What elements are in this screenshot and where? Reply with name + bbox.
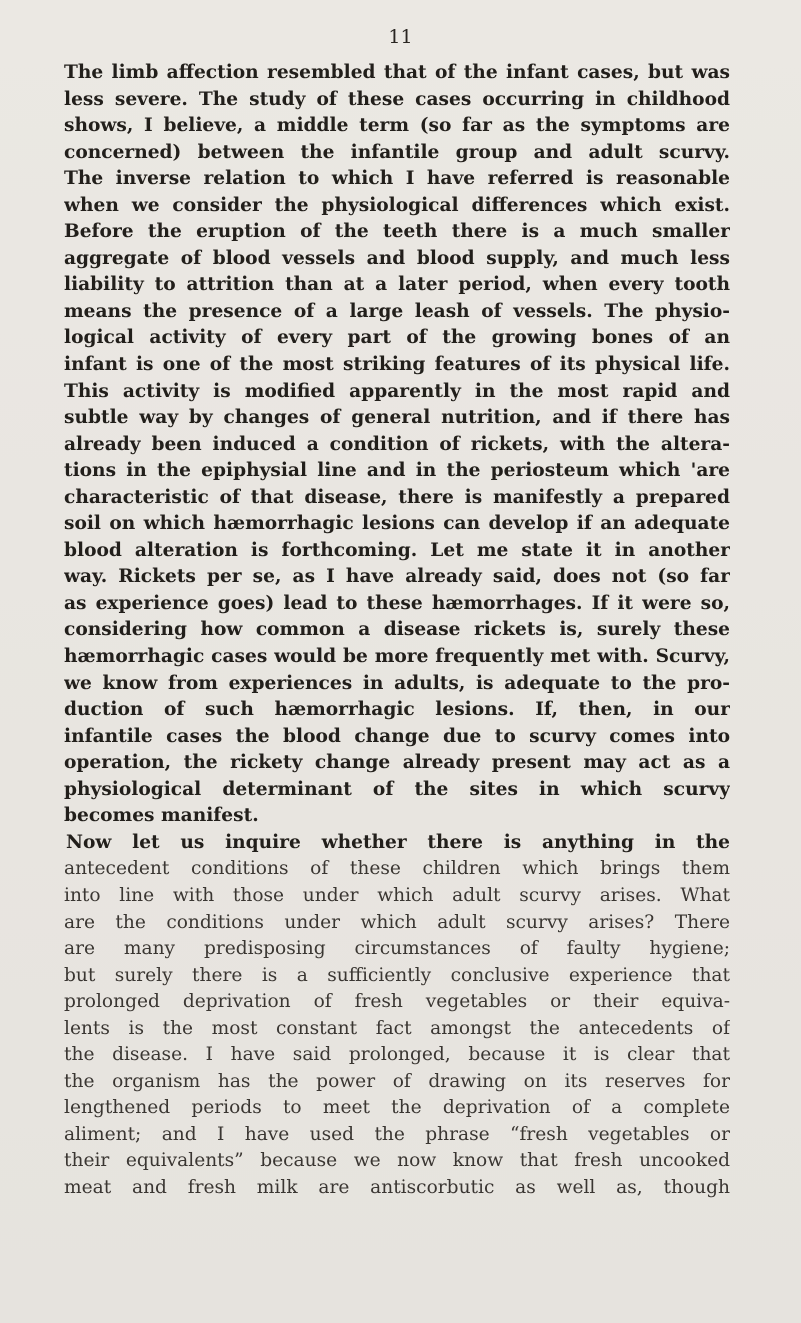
text-line: tions in the epiphysial line and in the periosteum which 'are [64, 460, 730, 482]
text-line: duction of such hæmorrhagic lesions. If, then, in our [64, 699, 730, 721]
text-line: This activity is modified apparently in the most rapid and [64, 380, 730, 402]
text-line: we know from experiences in adults, is adequate to the pro- [64, 672, 730, 694]
text-line: into line with those under which adult scurvy arises. What [64, 884, 730, 906]
text-line: The inverse relation to which I have referred is reasonable [64, 168, 730, 190]
text-line: concerned) between the infantile group and adult scurvy. [64, 141, 730, 163]
text-line: as experience goes) lead to these hæmorrhages. If it were so, [64, 592, 730, 614]
text-line: but surely there is a sufficiently conclusive experience that [64, 964, 730, 986]
text-line: aggregate of blood vessels and blood supply, and much less [64, 247, 730, 269]
page-number: 11 [388, 26, 413, 48]
text-line: are many predisposing circumstances of faulty hygiene; [64, 938, 730, 960]
text-line: antecedent conditions of these children which brings them [64, 858, 730, 880]
text-line: lengthened periods to meet the deprivation of a complete [64, 1097, 730, 1119]
text-line: Before the eruption of the teeth there is a much smaller [64, 221, 730, 243]
text-line: Now let us inquire whether there is anything in the [66, 831, 730, 853]
text-line: meat and fresh milk are antiscorbutic as well as, though [64, 1176, 730, 1198]
text-line: characteristic of that disease, there is manifestly a prepared [64, 486, 730, 508]
text-line: the disease. I have said prolonged, because it is clear that [64, 1044, 730, 1066]
text-line: physiological determinant of the sites in which scurvy [64, 778, 730, 800]
text-line: blood alteration is forthcoming. Let me state it in another [64, 539, 730, 561]
body-text [64, 60, 730, 1202]
text-line: logical activity of every part of the growing bones of an [64, 327, 730, 349]
text-line: hæmorrhagic cases would be more frequently met with. Scurvy, [64, 646, 730, 668]
text-line: infantile cases the blood change due to scurvy comes into [64, 725, 730, 747]
text-line: The limb affection resembled that of the infant cases, but was [64, 62, 730, 83]
text-line: the organism has the power of drawing on its reserves for [64, 1070, 730, 1092]
text-line: less severe. The study of these cases occurring in childhood [64, 88, 730, 110]
text-line: becomes manifest. [64, 805, 259, 827]
text-line: prolonged deprivation of fresh vegetables or their equiva- [64, 991, 730, 1013]
text-line: when we consider the physiological differences which exist. [64, 194, 730, 216]
text-line: infant is one of the most striking features of its physical life. [64, 354, 730, 376]
text-line: are the conditions under which adult scurvy arises? There [64, 911, 730, 933]
text-line: lents is the most constant fact amongst the antecedents of [64, 1017, 730, 1039]
text-line: soil on which hæmorrhagic lesions can develop if an adequate [64, 513, 730, 535]
text-line: subtle way by changes of general nutrition, and if there has [64, 407, 730, 429]
text-line: shows, I believe, a middle term (so far as the symptoms are [64, 115, 730, 137]
text-line: aliment; and I have used the phrase “fresh vegetables or [64, 1123, 730, 1145]
text-line: way. Rickets per se, as I have already said, does not (so far [64, 566, 730, 588]
text-line: considering how common a disease rickets is, surely these [64, 619, 730, 641]
text-line: their equivalents” because we now know that fresh uncooked [64, 1150, 730, 1172]
text-line: already been induced a condition of rickets, with the altera- [64, 433, 730, 455]
text-line: operation, the rickety change already present may act as a [64, 752, 730, 774]
text-line: means the presence of a large leash of vessels. The physio- [64, 300, 730, 322]
text-line: liability to attrition than at a later period, when every tooth [64, 274, 730, 296]
